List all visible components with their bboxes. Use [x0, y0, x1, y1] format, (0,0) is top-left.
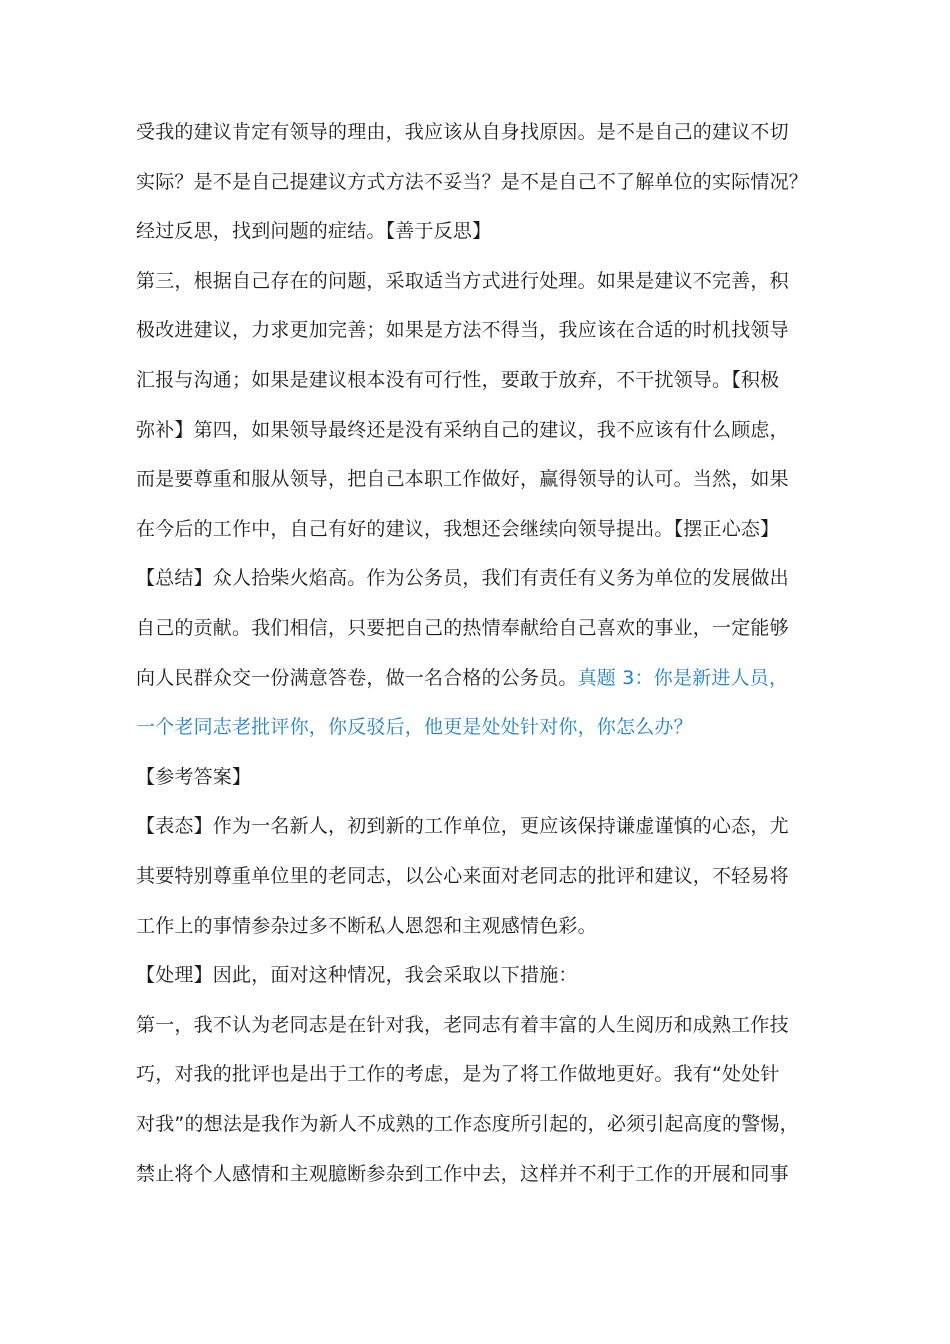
paragraph-text: 其要特别尊重单位里的老同志，以公心来面对老同志的批评和建议，不轻易将 — [136, 865, 789, 887]
text-line — [136, 564, 789, 592]
paragraph-text: 向人民群众交一份满意答卷，做一名合格的公务员。 — [136, 666, 578, 689]
text-line — [136, 664, 788, 692]
highlighted-question-text: 真题 3：你是新进人员， — [577, 666, 789, 689]
paragraph-text: 第一，我不认为老同志是在针对我，老同志有着丰富的人生阅历和成熟工作技 — [136, 1013, 789, 1036]
text-line — [136, 713, 693, 741]
paragraph-text: 受我的建议肯定有领导的理由，我应该从自身找原因。是不是自己的建议不切 — [136, 121, 789, 143]
text-line — [136, 118, 789, 146]
text-line — [136, 862, 789, 890]
text-line — [136, 1060, 780, 1088]
text-line — [136, 316, 789, 344]
paragraph-text: 【表态】作为一名新人，初到新的工作单位，更应该保持谦虚谨慎的心态，尤 — [136, 815, 789, 838]
text-line — [136, 812, 789, 840]
text-line — [136, 168, 808, 196]
text-line — [136, 416, 789, 444]
paragraph-text: 巧，对我的批评也是出于工作的考虑，是为了将工作做地更好。我有“处处针 — [136, 1063, 780, 1086]
text-line — [136, 515, 779, 543]
paragraph-text: 在今后的工作中，自己有好的建议，我想还会继续向领导提出。【摆正心态】 — [136, 517, 780, 540]
paragraph-text: 禁止将个人感情和主观臆断参杂到工作中去，这样并不利于工作的开展和同事 — [136, 1162, 789, 1185]
text-line — [136, 614, 789, 642]
paragraph-text: 【参考答案】 — [136, 765, 252, 788]
text-line — [136, 267, 789, 295]
paragraph-text: 工作上的事情参杂过多不断私人恩怨和主观感情色彩。 — [136, 914, 597, 937]
text-line — [136, 1011, 789, 1039]
text-line — [136, 1160, 789, 1188]
paragraph-text: 而是要尊重和服从领导，把自己本职工作做好，赢得领导的认可。当然，如果 — [136, 468, 789, 491]
paragraph-text: 【处理】因此，面对这种情况，我会采取以下措施： — [136, 964, 578, 987]
paragraph-text: 经过反思，找到问题的症结。【善于反思】 — [136, 220, 492, 243]
text-line — [136, 1110, 799, 1138]
text-line — [136, 763, 251, 791]
paragraph-text: 自己的贡献。我们相信，只要把自己的热情奉献给自己喜欢的事业，一定能够 — [136, 617, 789, 639]
text-line — [136, 961, 578, 989]
text-line — [136, 465, 789, 493]
text-line — [136, 912, 597, 940]
paragraph-text: 汇报与沟通；如果是建议根本没有可行性，要敢于放弃，不干扰领导。【积极 — [136, 369, 780, 391]
text-line — [136, 366, 779, 394]
highlighted-question-text: 一个老同志老批评你，你反驳后，他更是处处针对你，你怎么办？ — [136, 716, 693, 739]
paragraph-text: 第三，根据自己存在的问题，采取适当方式进行处理。如果是建议不完善，积 — [136, 269, 789, 292]
paragraph-text: 弥补】第四，如果领导最终还是没有采纳自己的建议，我不应该有什么顾虑， — [136, 418, 789, 441]
paragraph-text: 对我”的想法是我作为新人不成熟的工作态度所引起的，必须引起高度的警惕， — [136, 1113, 799, 1135]
text-line — [136, 217, 491, 245]
paragraph-text: 实际？是不是自己提建议方式方法不妥当？是不是自己不了解单位的实际情况？ — [136, 170, 809, 193]
paragraph-text: 【总结】众人拾柴火焰高。作为公务员，我们有责任有义务为单位的发展做出 — [136, 567, 789, 590]
paragraph-text: 极改进建议，力求更加完善；如果是方法不得当，我应该在合适的时机找领导 — [136, 319, 789, 342]
